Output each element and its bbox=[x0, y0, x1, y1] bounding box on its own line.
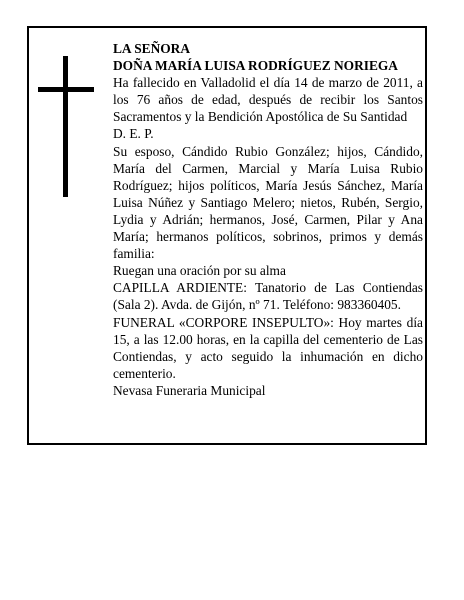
chapel-info: CAPILLA ARDIENTE: Tanatorio de Las Contiendas (Sala 2). Avda. de Gijón, nº 71. Teléfono: 983360405. bbox=[113, 280, 423, 313]
funeral-info: FUNERAL «CORPORE INSEPULTO»: Hoy martes día 15, a las 12.00 horas, en la capilla del cementerio de Las Contiendas, y acto seguido la inhumación en dicho cementerio. bbox=[113, 314, 423, 381]
family-list: Su esposo, Cándido Rubio González; hijos, Cándido, María del Carmen, Marcial y María Luisa Rubio Rodríguez; hijos políticos, María Jesús Sánchez, María Luisa Núñez y Santiago Melero; nietos, Rubén, Sergio, Lydia y Adrián; hermanos, José, Carmen, Pilar y Ana María; hermanos políticos, sobrinos, primos y demás familia: bbox=[113, 143, 423, 262]
funeral-home: Nevasa Funeraria Municipal bbox=[113, 382, 266, 398]
notice-title: LA SEÑORA bbox=[113, 41, 191, 56]
death-announcement: Ha fallecido en Valladolid el día 14 de marzo de 2011, a los 76 años de edad, después de recibir los Santos Sacramentos y la Bendición Apostólica de Su Santidad bbox=[113, 75, 423, 125]
cross-vertical-bar bbox=[63, 56, 68, 197]
dep-text: D. E. P. bbox=[113, 126, 154, 142]
deceased-name: DOÑA MARÍA LUISA RODRÍGUEZ NORIEGA bbox=[113, 58, 398, 74]
obituary-text-block bbox=[113, 40, 423, 399]
cross-horizontal-bar bbox=[38, 87, 94, 92]
prayer-request: Ruegan una oración por su alma bbox=[113, 263, 286, 279]
